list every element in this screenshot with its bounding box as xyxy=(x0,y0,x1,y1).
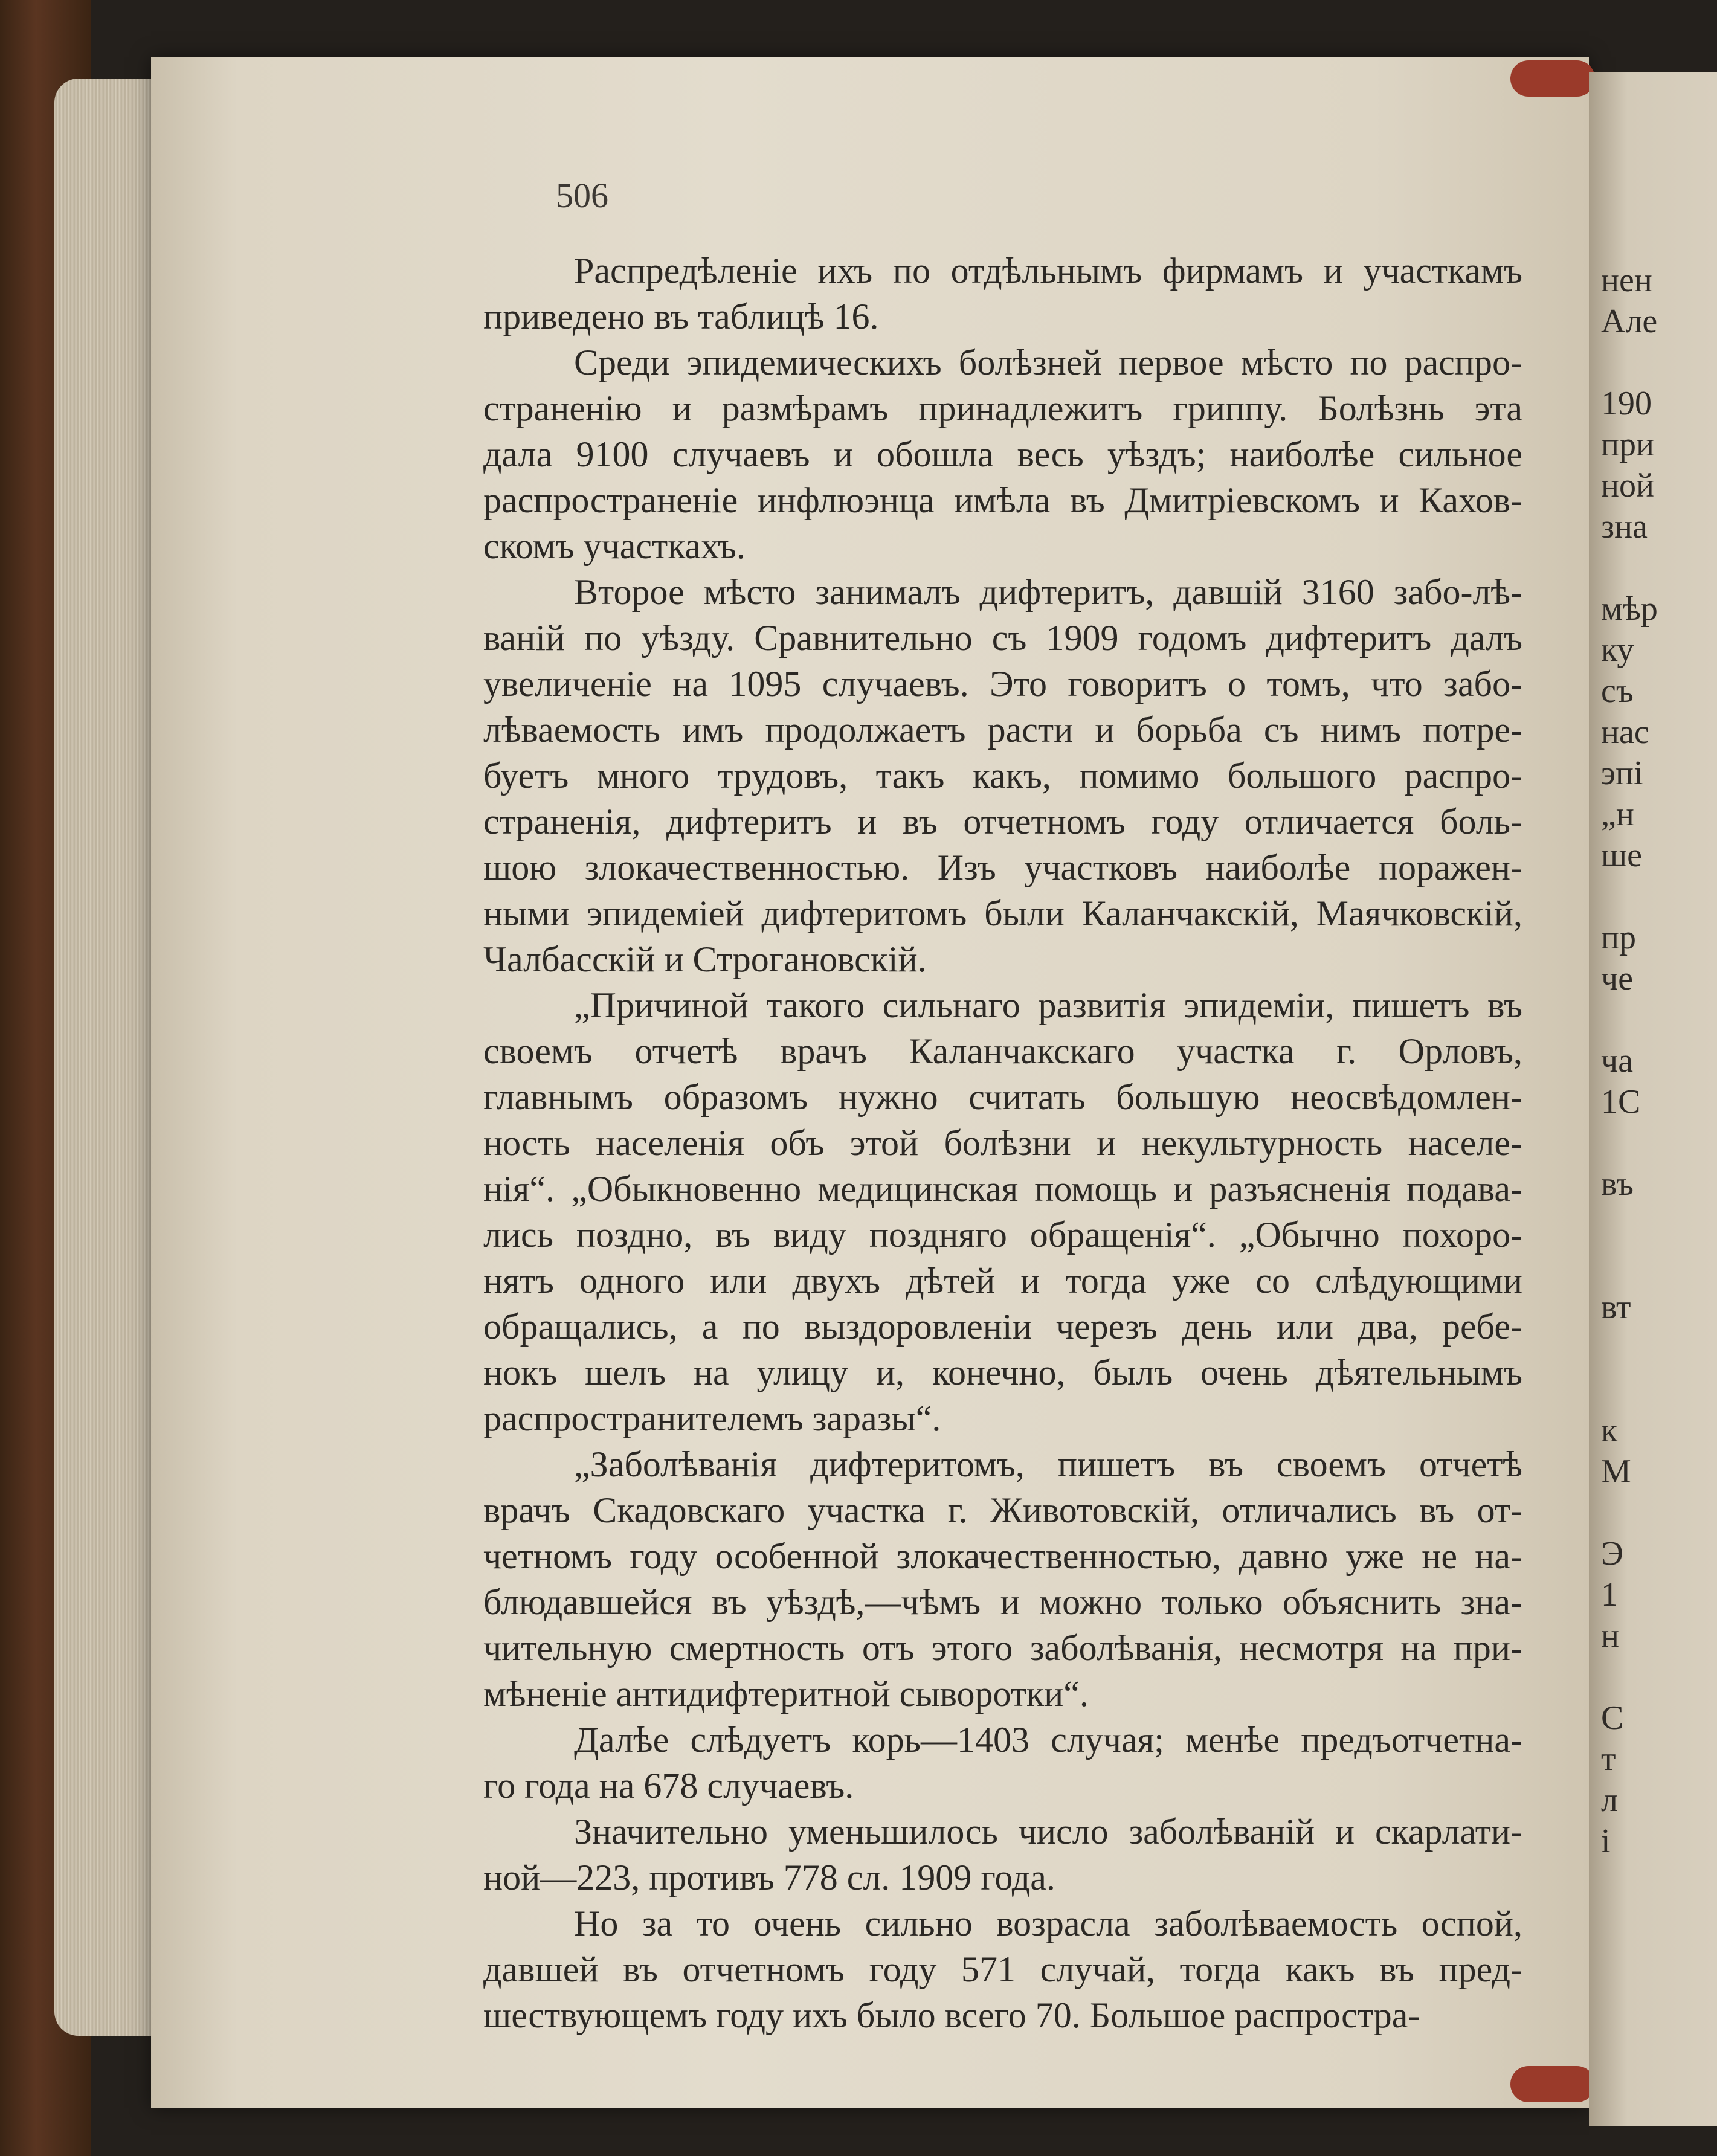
text-line: го года на 678 случаевъ. xyxy=(483,1766,854,1806)
facing-fragment: пр xyxy=(1601,919,1636,956)
facing-fragment xyxy=(1601,1656,1717,1697)
facing-fragment: Э xyxy=(1601,1535,1623,1572)
text-line: шою злокачественностью. Изъ участковъ наиболѣе поражен- xyxy=(483,848,1522,887)
facing-fragment: т xyxy=(1601,1740,1616,1778)
facing-fragment: въ xyxy=(1601,1165,1634,1203)
text-line: Второе мѣсто занималъ дифтеритъ, давшій 3160 забо-лѣ- xyxy=(574,572,1522,612)
facing-fragment: к xyxy=(1601,1412,1618,1449)
facing-fragment: М xyxy=(1601,1453,1631,1490)
text-line: приведено въ таблицѣ 16. xyxy=(483,297,879,336)
facing-fragment xyxy=(1601,999,1717,1040)
text-line: ность населенія объ этой болѣзни и некультурность населе- xyxy=(483,1123,1522,1163)
text-line: увеличеніе на 1095 случаевъ. Это говоритъ о томъ, что забо- xyxy=(483,664,1522,704)
facing-fragment xyxy=(1601,1369,1717,1410)
facing-fragment xyxy=(1601,342,1717,383)
facing-fragment: эпі xyxy=(1601,755,1643,792)
facing-fragment: нен xyxy=(1601,262,1652,299)
facing-fragment xyxy=(1601,1492,1717,1533)
facing-fragment: ку xyxy=(1601,631,1634,669)
facing-fragment: л xyxy=(1601,1781,1618,1819)
text-line: дала 9100 случаевъ и обошла весь уѣздъ; наиболѣе сильное xyxy=(483,434,1522,474)
text-line: Распредѣленіе ихъ по отдѣльнымъ фирмамъ и участкамъ xyxy=(574,251,1522,291)
text-line: распространеніе инфлюэнца имѣла въ Дмитріевскомъ и Кахов- xyxy=(483,480,1522,520)
facing-fragment: 1 xyxy=(1601,1576,1618,1614)
text-line: главнымъ образомъ нужно считать большую неосвѣдомлен- xyxy=(483,1077,1522,1117)
facing-fragment: ной xyxy=(1601,467,1654,504)
bookmark-ribbon-bottom xyxy=(1510,2066,1595,2102)
text-line: нятъ одного или двухъ дѣтей и тогда уже со слѣдующими xyxy=(483,1261,1522,1301)
text-line: обращались, а по выздоровленіи черезъ день или два, ребе- xyxy=(483,1307,1522,1347)
facing-fragment: С xyxy=(1601,1699,1624,1737)
facing-fragment: 190 xyxy=(1601,385,1652,422)
facing-fragment: „н xyxy=(1601,796,1634,833)
text-line: Среди эпидемическихъ болѣзней первое мѣсто по распро- xyxy=(574,343,1522,382)
facing-fragment xyxy=(1601,547,1717,588)
facing-fragment: мѣр xyxy=(1601,590,1658,628)
facing-fragment xyxy=(1601,1246,1717,1287)
facing-fragment: Але xyxy=(1601,303,1658,340)
text-line: страненію и размѣрамъ принадлежитъ гриппу. Болѣзнь эта xyxy=(483,388,1522,428)
facing-fragment: съ xyxy=(1601,672,1634,710)
text-line: нокъ шелъ на улицу и, конечно, былъ очень дѣятельнымъ xyxy=(483,1353,1522,1392)
facing-fragment: 1С xyxy=(1601,1083,1641,1121)
text-line: страненія, дифтеритъ и въ отчетномъ году отличается боль- xyxy=(483,802,1522,841)
text-line: ными эпидеміей дифтеритомъ были Каланчакскій, Маячковскій, xyxy=(483,893,1522,933)
text-line: Чалбасскій и Строгановскій. xyxy=(483,939,927,979)
text-line: чительную смертность отъ этого заболѣванія, несмотря на при- xyxy=(483,1628,1522,1668)
text-line: буетъ много трудовъ, такъ какъ, помимо большого распро- xyxy=(483,756,1522,796)
page-body-text xyxy=(483,248,1522,2038)
text-line: ваній по уѣзду. Сравнительно съ 1909 годомъ дифтеритъ далъ xyxy=(483,618,1522,658)
facing-page-fragments xyxy=(1601,260,1717,1862)
facing-fragment: при xyxy=(1601,426,1654,463)
facing-fragment: че xyxy=(1601,960,1634,997)
facing-fragment: і xyxy=(1601,1823,1611,1860)
text-line: блюдавшейся въ уѣздѣ,—чѣмъ и можно только объяснить зна- xyxy=(483,1582,1522,1622)
facing-fragment: вт xyxy=(1601,1289,1631,1326)
text-line: Значительно уменьшилось число заболѣваній и скарлати- xyxy=(574,1812,1522,1852)
text-line: распространителемъ заразы“. xyxy=(483,1398,941,1438)
text-line: „Заболѣванія дифтеритомъ, пишетъ въ своемъ отчетѣ xyxy=(574,1444,1522,1484)
facing-fragment: ше xyxy=(1601,837,1642,874)
text-line: „Причиной такого сильнаго развитія эпидеміи, пишетъ въ xyxy=(574,985,1522,1025)
text-line: нія“. „Обыкновенно медицинская помощь и разъясненія подава- xyxy=(483,1169,1522,1209)
facing-fragment xyxy=(1601,1328,1717,1369)
text-line: мѣненіе антидифтеритной сыворотки“. xyxy=(483,1674,1089,1714)
bookmark-ribbon xyxy=(1510,60,1595,97)
facing-fragment: н xyxy=(1601,1617,1619,1655)
facing-fragment xyxy=(1601,1205,1717,1246)
text-line: Но за то очень сильно возрасла заболѣваемость оспой, xyxy=(574,1903,1522,1943)
text-line: шествующемъ году ихъ было всего 70. Большое распростра- xyxy=(483,1995,1420,2035)
facing-fragment: зна xyxy=(1601,508,1648,545)
facing-fragment xyxy=(1601,1122,1717,1163)
text-line: скомъ участкахъ. xyxy=(483,526,746,566)
text-line: четномъ году особенной злокачественностью, давно уже не на- xyxy=(483,1536,1522,1576)
facing-fragment: ча xyxy=(1601,1042,1634,1080)
facing-fragment: нас xyxy=(1601,713,1649,751)
text-line: давшей въ отчетномъ году 571 случай, тогда какъ въ пред- xyxy=(483,1949,1522,1989)
text-line: своемъ отчетѣ врачъ Каланчакскаго участка г. Орловъ, xyxy=(483,1031,1522,1071)
text-line: лѣваемость имъ продолжаетъ расти и борьба съ нимъ потре- xyxy=(483,710,1522,750)
text-line: лись поздно, въ виду поздняго обращенія“. „Обычно похоро- xyxy=(483,1215,1522,1255)
text-line: врачъ Скадовскаго участка г. Животовскій, отличались въ от- xyxy=(483,1490,1522,1530)
page-number: 506 xyxy=(556,176,608,215)
text-line: Далѣе слѣдуетъ корь—1403 случая; менѣе предъотчетна- xyxy=(574,1720,1522,1760)
text-line: ной—223, противъ 778 сл. 1909 года. xyxy=(483,1858,1055,1897)
facing-fragment xyxy=(1601,876,1717,917)
